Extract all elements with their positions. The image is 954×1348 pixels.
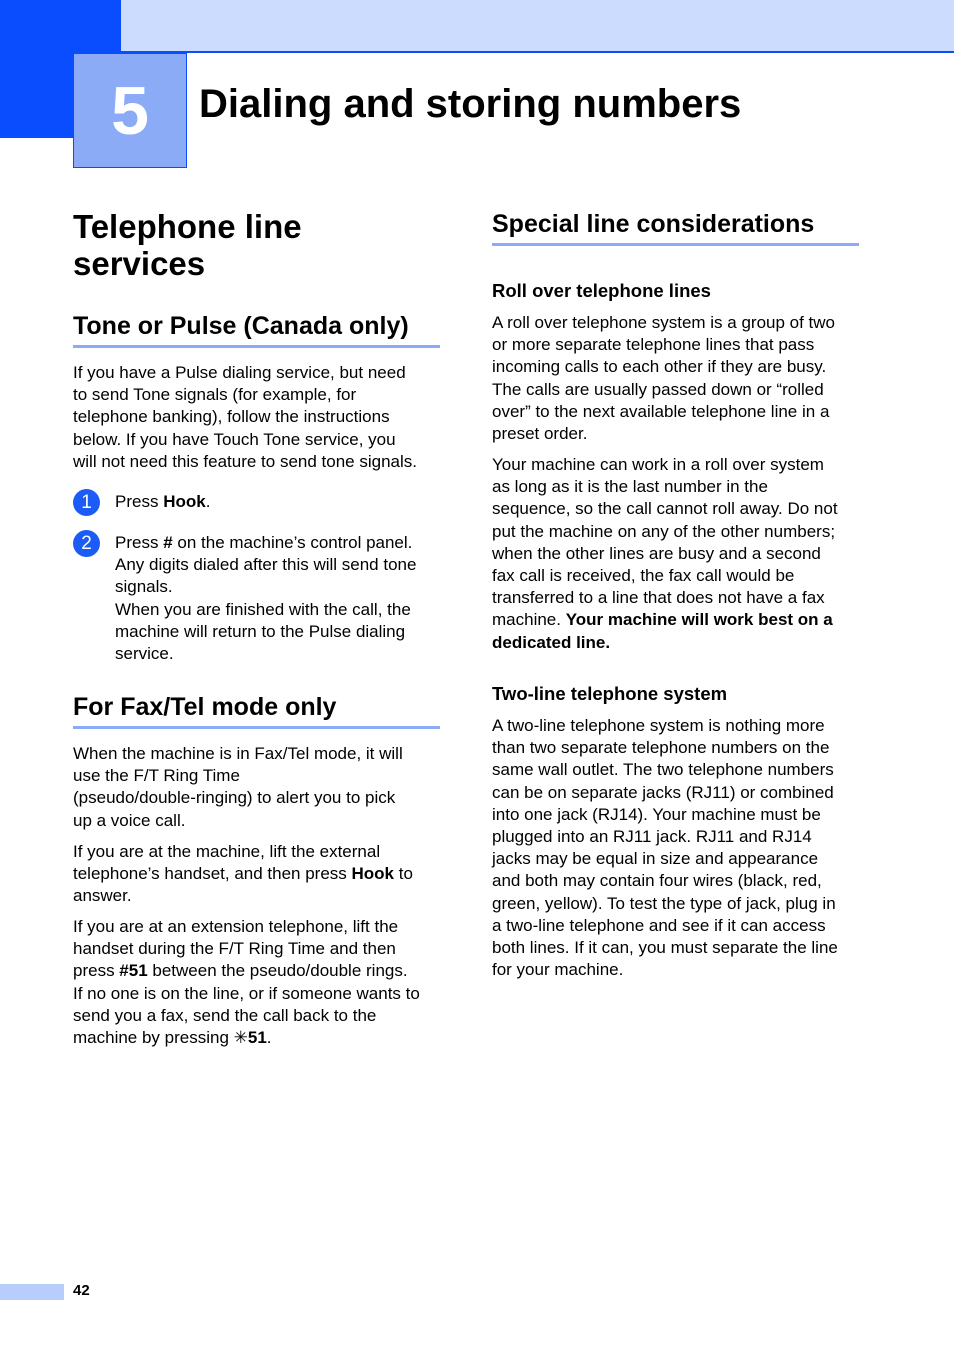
two-line-para: A two-line telephone system is nothing more than two separate telephone numbers on the same wall outlet. The two telephone numbers can be on separate jacks (RJ11) or combined into one jack (RJ14). Your machine must be plugged into an RJ11 jack. RJ11 and RJ14 jacks may be equal in size and appearance and both may contain four wires (black, red, green, yellow). To test the type of jack, plug in a two-line telephone and see if it can access both lines. If it can, you must separate the line for your machine. xyxy=(492,716,838,980)
step-text: Press Hook. xyxy=(115,492,211,511)
chapter-title: Dialing and storing numbers xyxy=(199,82,742,126)
chapter-number: 5 xyxy=(73,53,187,168)
step-number-badge: 2 xyxy=(73,530,100,557)
step-number-badge: 1 xyxy=(73,489,100,516)
tone-pulse-heading: Tone or Pulse (Canada only) xyxy=(73,311,440,348)
fax-tel-heading: For Fax/Tel mode only xyxy=(73,692,440,729)
page-number: 42 xyxy=(73,1282,90,1299)
step-text: Press # on the machine’s control panel. Any digits dialed after this will send tone signals. When you are finished with the call, the machine will return to the Pulse dialing service. xyxy=(115,533,417,664)
rollover-heading: Roll over telephone lines xyxy=(492,280,711,301)
fax-tel-para-3: If you are at an extension telephone, lift the handset during the F/T Ring Time and then press #51 between the pseudo/double rings. If no one is on the line, or if someone wants to send you a fax, send the call back to the machine by pressing ✳51. xyxy=(73,917,420,1048)
rollover-para-1: A roll over telephone system is a group of two or more separate telephone lines that pass incoming calls to each other if they are busy. The calls are usually passed down or “rolled over” to the next available telephone line in a preset order. xyxy=(492,313,836,444)
fax-tel-para-2: If you are at the machine, lift the external telephone’s handset, and then press Hook to answer. xyxy=(73,842,413,906)
section-title-line: services xyxy=(73,245,206,282)
tone-pulse-intro: If you have a Pulse dialing service, but need to send Tone signals (for example, for telephone banking), follow the instructions below. If you have Touch Tone service, you will not need this feature to send tone signals. xyxy=(73,363,417,471)
hash-key: # xyxy=(163,533,173,552)
header-rule xyxy=(121,51,954,53)
hook-key: Hook xyxy=(163,492,206,511)
rollover-para-2: Your machine can work in a roll over system as long as it is the last number in the sequence, so the call cannot roll away. Do not put the machine on any of the other numbers; when the other lines are busy and a second fax call is received, the fax call would be transferred to a line that does not have a fax machine. Your machine will work best on a dedicated line. xyxy=(492,455,838,652)
footer-tab xyxy=(0,1284,64,1300)
section-title-line: Telephone line xyxy=(73,208,302,245)
special-line-heading: Special line considerations xyxy=(492,209,859,246)
fax-tel-para-1: When the machine is in Fax/Tel mode, it will use the F/T Ring Time (pseudo/double-ringing) to alert you to pick up a voice call. xyxy=(73,744,403,830)
header-band xyxy=(121,0,954,51)
section-title xyxy=(73,208,302,282)
two-line-heading: Two-line telephone system xyxy=(492,683,728,704)
